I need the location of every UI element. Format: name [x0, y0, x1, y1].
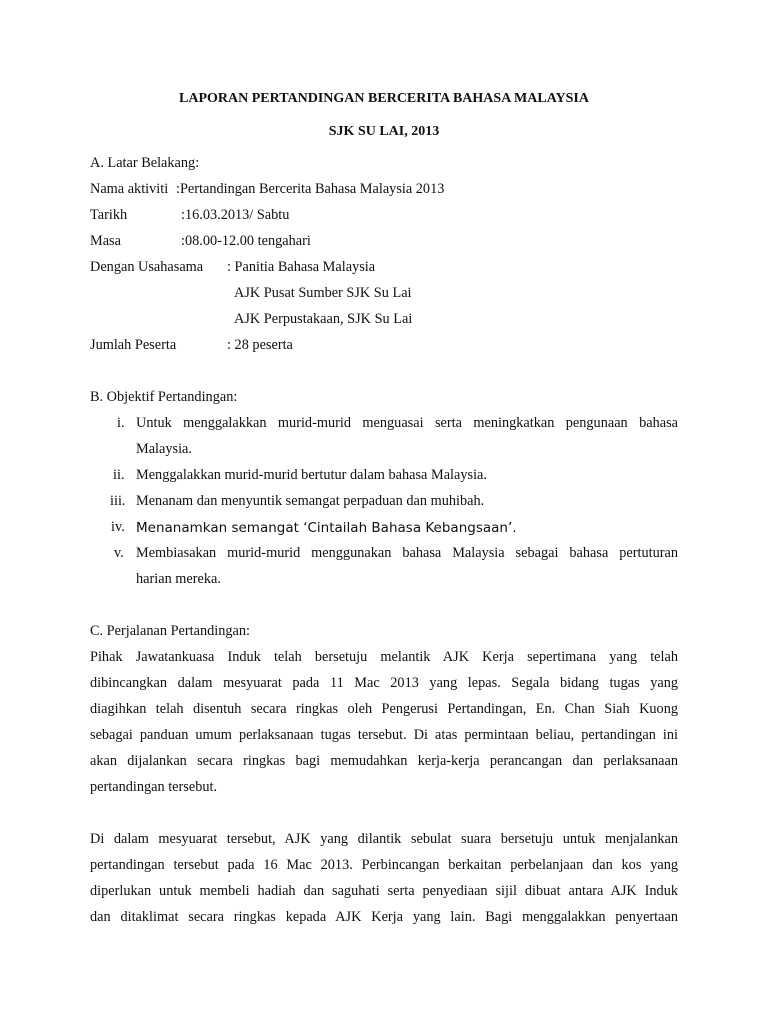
paragraph-line: sebagai panduan umum perlaksanaan tugas tersebut. Di atas permintaan beliau, pertandingan ini [90, 727, 678, 743]
list-item-text: Menanam dan menyuntik semangat perpaduan dan muhibah. [136, 493, 485, 509]
field-label: Tarikh [90, 207, 128, 223]
paragraph-line: Pihak Jawatankuasa Induk telah bersetuju melantik AJK Kerja sepertimana yang telah [90, 649, 678, 665]
field-label: Dengan Usahasama [90, 259, 204, 275]
paragraph-line: diagihkan telah disentuh secara ringkas oleh Pengerusi Pertandingan, En. Chan Siah Kuong [90, 701, 678, 717]
field-value: AJK Perpustakaan, SJK Su Lai [234, 311, 413, 327]
paragraph-line: akan dijalankan secara ringkas bagi memudahkan kerja-kerja perancangan dan perlaksanaan [90, 753, 678, 769]
field-value: :08.00-12.00 tengahari [181, 233, 311, 249]
field-value: : 28 peserta [227, 337, 293, 353]
section-a-heading: A. Latar Belakang: [90, 155, 200, 171]
field-label: Nama aktiviti [90, 181, 169, 197]
paragraph-line: dibincangkan dalam mesyuarat pada 11 Mac 2013 yang lepas. Segala bidang tugas yang [90, 675, 678, 691]
paragraph-line: dan ditaklimat secara ringkas kepada AJK Kerja yang lain. Bagi menggalakkan penyertaan [90, 909, 678, 925]
list-item-text: Untuk menggalakkan murid-murid menguasai serta meningkatkan pengunaan bahasa [136, 415, 678, 431]
field-label: Jumlah Peserta [90, 337, 177, 353]
list-item-text: Membiasakan murid-murid menggunakan bahasa Malaysia sebagai bahasa pertuturan [136, 545, 678, 561]
list-number: i. [117, 415, 125, 431]
report-subtitle: SJK SU LAI, 2013 [328, 124, 440, 139]
list-item-text: Menanamkan semangat ‘Cintailah Bahasa Kebangsaan’. [136, 520, 517, 536]
paragraph-line: Di dalam mesyuarat tersebut, AJK yang dilantik sebulat suara bersetuju untuk menjalankan [90, 831, 678, 847]
field-value: AJK Pusat Sumber SJK Su Lai [234, 285, 412, 301]
section-c-heading: C. Perjalanan Pertandingan: [90, 623, 251, 639]
field-value: :16.03.2013/ Sabtu [181, 207, 290, 223]
field-value: :Pertandingan Bercerita Bahasa Malaysia 2013 [176, 181, 445, 197]
field-label: Masa [90, 233, 121, 249]
paragraph-line: diperlukan untuk membeli hadiah dan saguhati serta penyediaan sijil dibuat antara AJK Induk [90, 883, 678, 899]
list-number: ii. [113, 467, 125, 483]
section-b-heading: B. Objektif Pertandingan: [90, 389, 238, 405]
list-number: iii. [110, 493, 126, 509]
list-item-text: Malaysia. [136, 441, 192, 457]
report-title: LAPORAN PERTANDINGAN BERCERITA BAHASA MALAYSIA [179, 91, 589, 106]
paragraph-line: pertandingan tersebut. [90, 779, 218, 795]
field-value: : Panitia Bahasa Malaysia [227, 259, 376, 275]
list-number: v. [114, 545, 124, 561]
list-item-text: harian mereka. [136, 571, 221, 587]
paragraph-line: pertandingan tersebut pada 16 Mac 2013. Perbincangan berkaitan perbelanjaan dan kos yang [90, 857, 678, 873]
list-number: iv. [111, 519, 125, 535]
list-item-text: Menggalakkan murid-murid bertutur dalam bahasa Malaysia. [136, 467, 487, 483]
